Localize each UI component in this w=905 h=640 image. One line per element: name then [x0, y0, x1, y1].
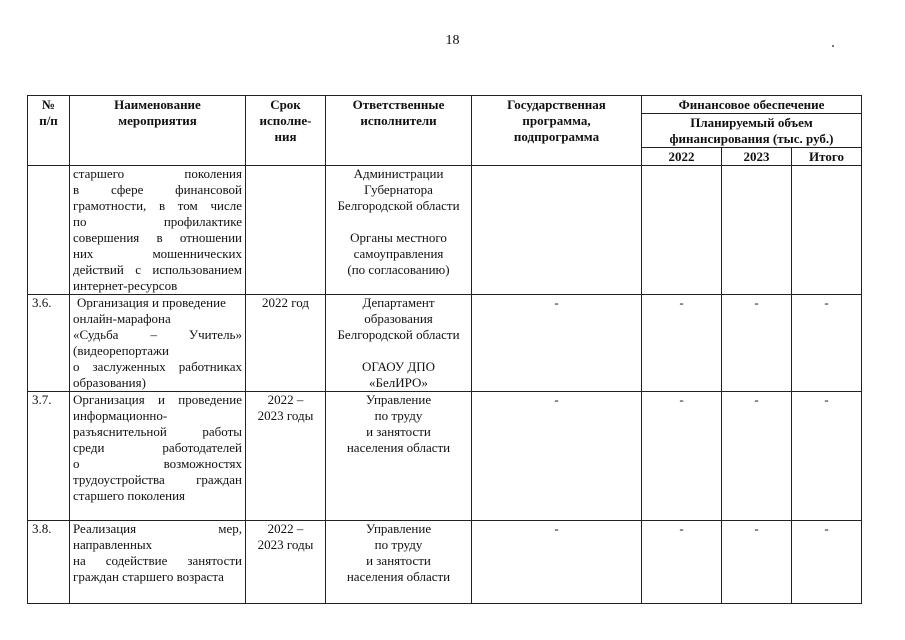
row-executors [326, 392, 472, 521]
events-table [27, 95, 862, 604]
row-exec-line: Администрации [353, 166, 444, 181]
row-2023: - [722, 392, 792, 521]
row-name [70, 295, 246, 392]
header-term: Срок исполне- ния [246, 96, 326, 166]
page-number: 18 [445, 33, 460, 48]
table-row [28, 521, 862, 604]
row-name-line: трудоустройства граждан [73, 472, 242, 487]
row-name-line: информационно- [73, 408, 168, 423]
row-num: 3.8. [28, 521, 70, 604]
row-name-line: по профилактике [73, 214, 242, 229]
row-term: 2022 – 2023 годы [246, 392, 326, 521]
row-num [28, 166, 70, 295]
row-executors [326, 166, 472, 295]
row-name-line: Организация и проведение [77, 295, 226, 310]
row-program: - [472, 521, 642, 604]
row-num: 3.6. [28, 295, 70, 392]
row-exec-line: (по согласованию) [347, 262, 450, 277]
row-term [246, 166, 326, 295]
header-finance: Финансовое обеспечение [642, 96, 862, 114]
row-exec-line: «БелИРО» [369, 375, 428, 390]
row-name-line: в сфере финансовой [73, 182, 242, 197]
row-exec-line: населения области [346, 440, 451, 455]
row-exec-line: Белгородской области [337, 327, 460, 342]
row-num: 3.7. [28, 392, 70, 521]
row-name-line: Организация и проведение [73, 392, 242, 407]
row-name-line: грамотности, в том числе [73, 198, 242, 213]
row-name-line: старшего поколения [73, 488, 186, 503]
row-name [70, 166, 246, 295]
row-name-line: разъяснительной работы [73, 424, 242, 439]
row-executors [326, 295, 472, 392]
row-2022: - [642, 521, 722, 604]
row-total: - [792, 295, 862, 392]
row-program: - [472, 295, 642, 392]
row-exec-spacer [329, 214, 468, 230]
table-row [28, 392, 862, 521]
row-exec-line: по труду [374, 537, 423, 552]
row-name-line: направленных [73, 537, 153, 552]
row-name-line: «Судьба – Учитель» [73, 327, 242, 342]
row-name-line: действий с использованием [73, 262, 242, 277]
row-name-line: среди работодателей [73, 440, 242, 455]
header-num: № п/п [28, 96, 70, 166]
row-name [70, 392, 246, 521]
row-exec-line: Управление [365, 521, 432, 536]
scan-dot [832, 45, 834, 47]
row-program [472, 166, 642, 295]
row-term: 2022 год [246, 295, 326, 392]
row-2022: - [642, 295, 722, 392]
header-year-2023: 2023 [722, 148, 792, 166]
row-exec-line: Управление [365, 392, 432, 407]
row-exec-line: по труду [374, 408, 423, 423]
header-year-2022: 2022 [642, 148, 722, 166]
row-2022 [642, 166, 722, 295]
header-total: Итого [792, 148, 862, 166]
row-name-line: онлайн-марафона [73, 311, 171, 326]
row-name-line: (видеорепортажи [73, 343, 169, 358]
row-program: - [472, 392, 642, 521]
row-exec-spacer [329, 343, 468, 359]
row-name-line: старшего поколения [73, 166, 242, 181]
row-2023: - [722, 295, 792, 392]
row-exec-line: Белгородской области [337, 198, 460, 213]
row-name-line: на содействие занятости [73, 553, 242, 568]
row-total: - [792, 521, 862, 604]
row-total: - [792, 392, 862, 521]
row-2022: - [642, 392, 722, 521]
row-exec-line: Губернатора [364, 182, 433, 197]
row-name-line: граждан старшего возраста [73, 569, 224, 584]
row-name-line: о заслуженных работниках [73, 359, 242, 374]
row-total [792, 166, 862, 295]
row-name-line: образования) [73, 375, 146, 390]
row-exec-line: образования [364, 311, 433, 326]
header-executors: Ответственные исполнители [326, 96, 472, 166]
row-name-line: совершения в отношении [73, 230, 242, 245]
header-planned: Планируемый объем финансирования (тыс. руб.) [642, 114, 862, 148]
row-exec-line: самоуправления [353, 246, 444, 261]
row-name-line: интернет-ресурсов [73, 278, 178, 293]
row-exec-line: Органы местного [350, 230, 447, 245]
row-name-line: о возможностях [73, 456, 242, 471]
row-name-line: них мошеннических [73, 246, 242, 261]
row-term: 2022 – 2023 годы [246, 521, 326, 604]
row-name-line: Реализация мер, [73, 521, 242, 536]
table-row [28, 295, 862, 392]
row-name [70, 521, 246, 604]
row-exec-line: ОГАОУ ДПО [362, 359, 435, 374]
row-exec-line: и занятости [366, 553, 431, 568]
row-2023: - [722, 521, 792, 604]
header-name: Наименование мероприятия [70, 96, 246, 166]
header-program: Государственная программа, подпрограмма [472, 96, 642, 166]
table-row [28, 166, 862, 295]
row-exec-line: и занятости [366, 424, 431, 439]
row-exec-line: населения области [346, 569, 451, 584]
row-2023 [722, 166, 792, 295]
row-exec-line: Департамент [362, 295, 435, 310]
row-executors [326, 521, 472, 604]
